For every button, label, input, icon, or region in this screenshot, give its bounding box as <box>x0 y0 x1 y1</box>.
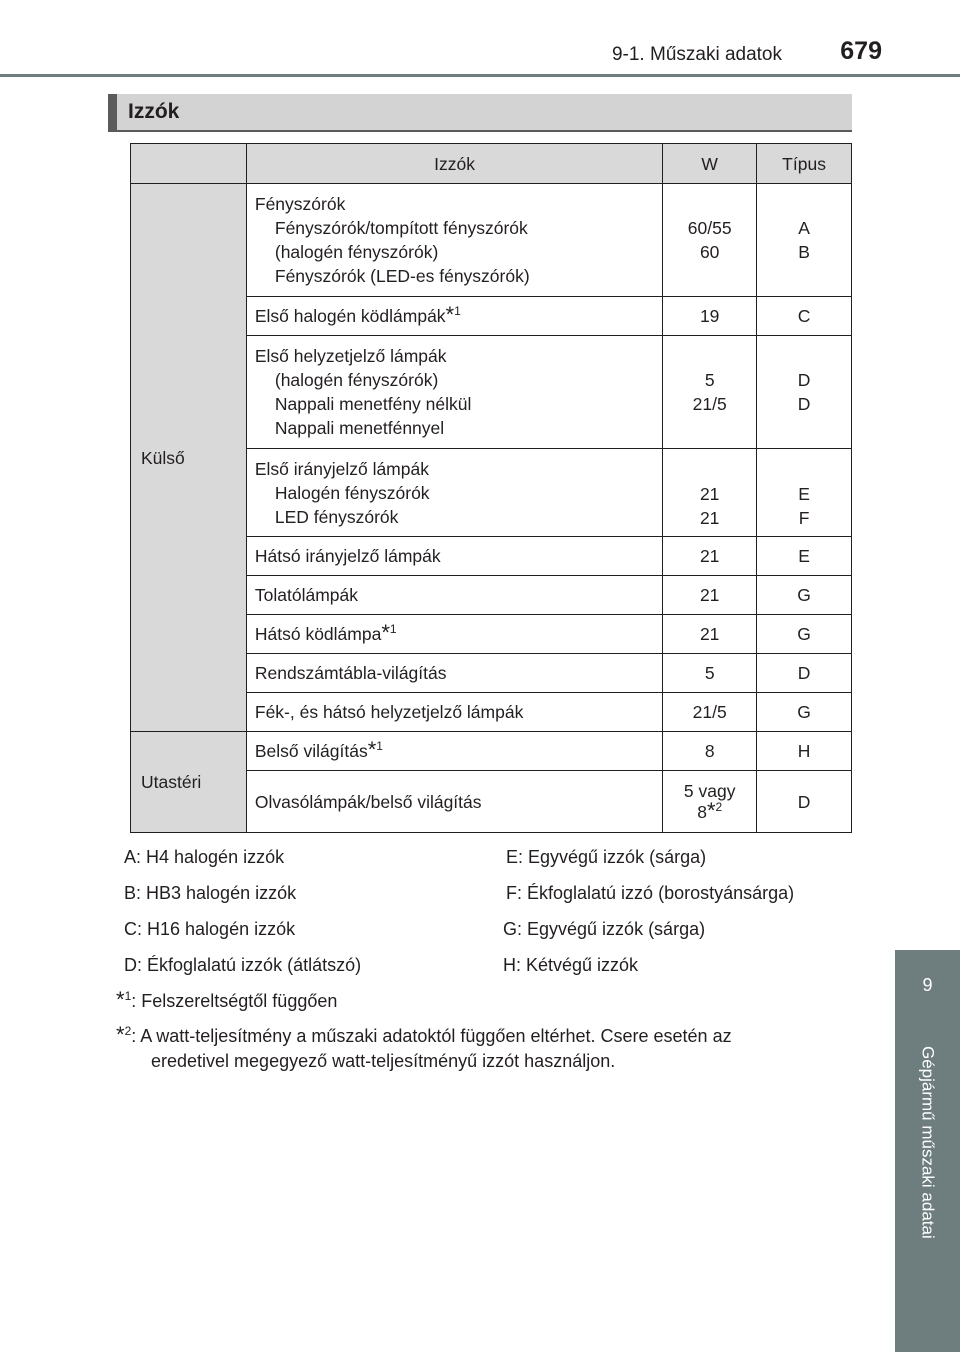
bulb-variant: (halogén fényszórók) <box>274 370 439 390</box>
watt-cell: 5 <box>663 654 757 693</box>
legend-item: D: Ékfoglalatú izzók (átlátszó) <box>124 955 362 975</box>
type-cell <box>757 336 852 449</box>
type-value: F <box>798 508 810 528</box>
chapter-tab <box>895 1032 960 1352</box>
footnote-number: 1 <box>454 304 461 318</box>
watt-value: 5 vagy <box>683 780 736 801</box>
type-cell: C <box>757 297 852 336</box>
legend-item: F: Ékfoglalatú izzó (borostyánsárga) <box>506 883 795 903</box>
footnote-number: 2 <box>715 799 723 814</box>
section-title: Izzók <box>128 100 180 123</box>
type-cell: E <box>757 537 852 576</box>
section-title-accent <box>108 94 117 130</box>
footnote-2 <box>116 1022 732 1074</box>
type-cell <box>757 184 852 297</box>
table-header-cell: Típus <box>757 144 852 184</box>
watt-cell: 21/5 <box>663 693 757 732</box>
table-header-empty <box>131 144 247 184</box>
header-divider <box>0 74 960 77</box>
table-header-cell: Izzók <box>246 144 662 184</box>
table-row <box>131 184 852 297</box>
bulb-name-cell <box>246 449 662 537</box>
type-value: B <box>798 242 810 262</box>
bulb-name: Fényszórók <box>254 194 346 214</box>
type-cell: G <box>757 693 852 732</box>
watt-cell <box>663 184 757 297</box>
bulb-name: Első halogén ködlámpák <box>254 306 446 326</box>
bulb-name-cell <box>246 732 662 771</box>
bulb-name: Belső világítás <box>254 741 368 761</box>
watt-cell: 8 <box>663 732 757 771</box>
section-title-bar <box>108 94 852 132</box>
bulb-variant: Fényszórók (LED-es fényszórók) <box>274 266 530 286</box>
watt-value: 60/55 <box>687 218 732 238</box>
watt-cell <box>663 771 757 833</box>
bulb-name: Első irányjelző lámpák <box>254 458 429 479</box>
footnote-text: : A watt-teljesítmény a műszaki adatoktól függően eltérhet. Csere esetén az <box>131 1026 732 1046</box>
type-cell: H <box>757 732 852 771</box>
legend-item: B: HB3 halogén izzók <box>124 883 297 903</box>
legend-item: C: H16 halogén izzók <box>124 919 296 939</box>
footnote-number: 1 <box>124 989 132 1003</box>
watt-value: 21 <box>699 484 720 504</box>
legend-item: G: Egyvégű izzók (sárga) <box>503 919 706 939</box>
footnote-number: 1 <box>376 739 383 753</box>
section-heading: 9-1. Műszaki adatok <box>611 44 782 65</box>
table-header-cell: W <box>663 144 757 184</box>
footnote-mark: * <box>445 302 455 327</box>
type-cell: G <box>757 615 852 654</box>
watt-value-line <box>664 797 755 823</box>
footnote-mark: * <box>116 987 125 1012</box>
chapter-tab-label: Gépjármű műszaki adatai <box>918 1046 938 1239</box>
bulb-variant: Nappali menetfény nélkül <box>274 394 472 414</box>
bulb-variant: Nappali menetfénnyel <box>274 418 445 438</box>
watt-value: 5 <box>704 370 715 390</box>
legend-item: E: Egyvégű izzók (sárga) <box>506 847 707 867</box>
watt-value: 8 <box>697 801 707 822</box>
type-cell: G <box>757 576 852 615</box>
watt-cell: 21 <box>663 576 757 615</box>
legend-item: A: H4 halogén izzók <box>124 847 285 867</box>
watt-value: 60 <box>699 242 720 262</box>
footnote-number: 1 <box>389 622 397 636</box>
bulb-name-cell: Hátsó irányjelző lámpák <box>246 537 662 576</box>
bulb-variant: Halogén fényszórók <box>274 482 430 503</box>
bulb-name-cell <box>246 336 662 449</box>
watt-cell: 21 <box>663 537 757 576</box>
legend-item: H: Kétvégű izzók <box>503 955 639 975</box>
bulb-variant: Fényszórók/tompított fényszórók <box>274 218 528 238</box>
footnote-text: eredetivel megegyező watt-teljesítményű izzót használjon. <box>151 1051 616 1071</box>
type-value: D <box>797 370 811 390</box>
watt-value: 21/5 <box>692 394 727 414</box>
type-value: D <box>797 394 811 414</box>
footnote-text: : Felszereltségtől függően <box>131 991 338 1011</box>
bulb-table <box>130 143 852 833</box>
bulb-name: Első helyzetjelző lámpák <box>254 346 447 366</box>
bulb-name-cell: Rendszámtábla-világítás <box>246 654 662 693</box>
footnote-number: 2 <box>124 1024 132 1038</box>
bulb-name-cell: Olvasólámpák/belső világítás <box>246 771 662 833</box>
footnote-mark: * <box>116 1022 125 1047</box>
bulb-name-cell <box>246 297 662 336</box>
bulb-name-cell <box>246 615 662 654</box>
table-header-row <box>131 144 852 184</box>
type-value: E <box>798 484 810 504</box>
footnote-1 <box>116 987 337 1014</box>
watt-cell: 19 <box>663 297 757 336</box>
watt-cell <box>663 449 757 537</box>
watt-value: 21 <box>699 508 720 528</box>
footnote-mark: * <box>367 737 377 762</box>
category-cell: Külső <box>131 184 247 732</box>
type-cell <box>757 449 852 537</box>
type-value: A <box>798 218 810 238</box>
watt-cell <box>663 336 757 449</box>
chapter-tab-number: 9 <box>895 950 960 1032</box>
bulb-name-cell <box>246 184 662 297</box>
page-number: 679 <box>840 37 882 65</box>
bulb-name: Hátsó ködlámpa <box>254 624 382 644</box>
bulb-name-cell: Tolatólámpák <box>246 576 662 615</box>
table-row <box>131 732 852 771</box>
footnote-mark: * <box>381 620 390 645</box>
footnote-mark: * <box>706 797 716 823</box>
type-cell: D <box>757 771 852 833</box>
category-cell: Utastéri <box>131 732 247 833</box>
type-cell: D <box>757 654 852 693</box>
watt-cell: 21 <box>663 615 757 654</box>
bulb-variant: LED fényszórók <box>274 506 399 527</box>
bulb-variant: (halogén fényszórók) <box>274 242 439 262</box>
bulb-name-cell: Fék-, és hátsó helyzetjelző lámpák <box>246 693 662 732</box>
